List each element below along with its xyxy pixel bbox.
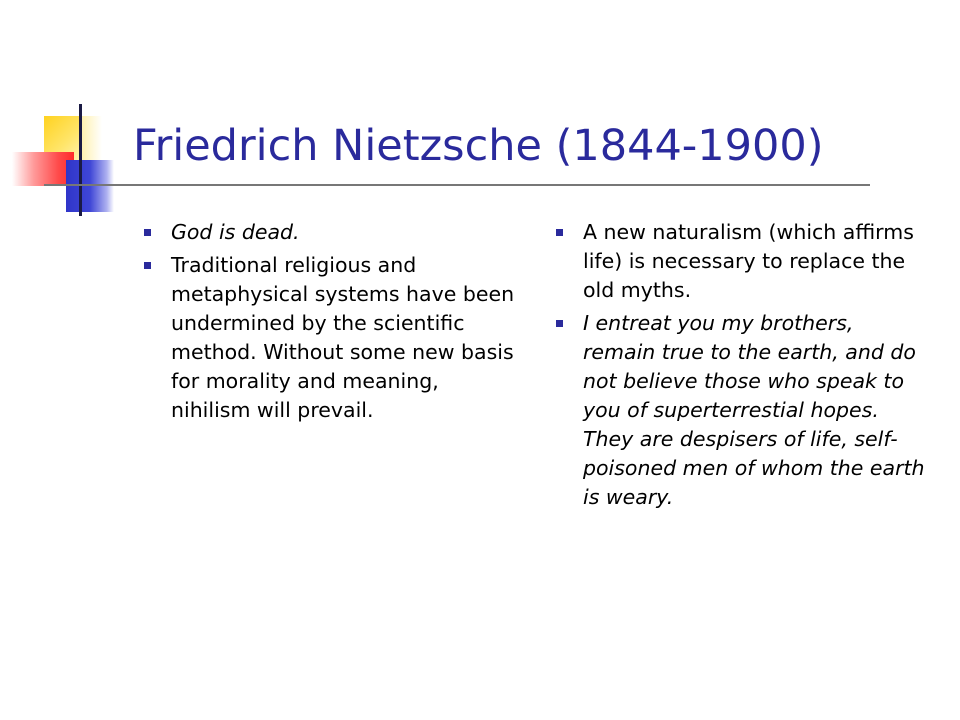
bullet-text: Traditional religious and metaphysical systems have been undermined by the scientific method. Without some new basis for morality and meaning, nihilism will prevail. — [171, 253, 515, 422]
bullet-item — [556, 309, 926, 512]
left-column-bullets — [144, 218, 516, 429]
bullet-square-icon — [556, 229, 563, 236]
title-underline-rule — [44, 184, 870, 186]
bullet-text: God is dead. — [171, 220, 300, 244]
bullet-item — [144, 218, 516, 247]
bullet-square-icon — [144, 229, 151, 236]
bullet-text: A new naturalism (which affirms life) is necessary to replace the old myths. — [583, 220, 914, 302]
right-column-bullets — [556, 218, 926, 516]
decorative-blue-square — [66, 160, 114, 212]
decorative-vertical-line — [79, 104, 82, 216]
slide-title: Friedrich Nietzsche (1844-1900) — [133, 121, 824, 171]
bullet-item — [144, 251, 516, 425]
bullet-square-icon — [556, 320, 563, 327]
decorative-yellow-fade — [82, 116, 102, 160]
decorative-red-bar — [12, 152, 74, 186]
bullet-text: I entreat you my brothers, remain true to the earth, and do not believe those who speak to you of superterrestial hopes. They are despisers of life, self-poisoned men of whom the earth is weary. — [583, 311, 925, 509]
bullet-item — [556, 218, 926, 305]
bullet-square-icon — [144, 262, 151, 269]
